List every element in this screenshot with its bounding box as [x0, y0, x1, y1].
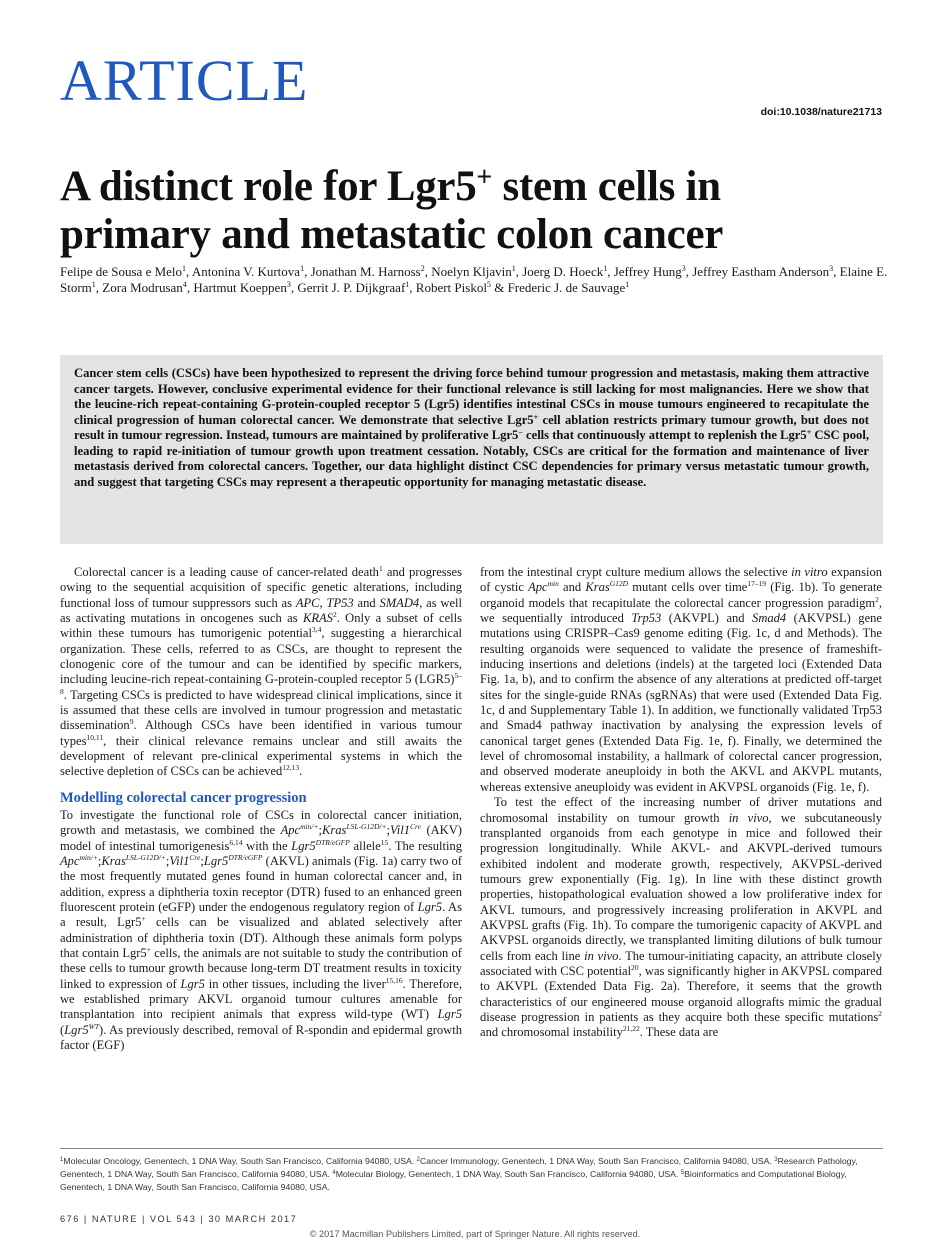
reference-marker: + [141, 914, 146, 924]
affiliation-number: 5 [680, 1170, 685, 1176]
affiliation-text: Cancer Immunology, Genentech, 1 DNA Way, South San Francisco, California 94080, USA. [420, 1156, 775, 1166]
text-run: ; [97, 853, 102, 868]
allele-superscript: DTR/eGFP [315, 837, 350, 847]
text-run: expansion of cystic [480, 565, 883, 595]
text-run: . Although CSCs have been identified in various tumour types [60, 718, 462, 748]
gene-name: in vitro [791, 565, 828, 579]
author-name: Jeffrey Eastham Anderson [692, 264, 830, 279]
reference-marker: + [146, 944, 151, 954]
affiliation-text: Molecular Oncology, Genentech, 1 DNA Way, South San Francisco, California 94080, USA. [63, 1156, 417, 1166]
text-run: with the [242, 838, 292, 853]
text-run: ( [60, 1022, 65, 1037]
allele-superscript: DTR/eGFP [228, 852, 263, 862]
text-run: . These data are [639, 1025, 719, 1040]
gene-name: Kras [585, 580, 610, 595]
title-line-1-start: A distinct role for Lgr5 [60, 163, 477, 210]
gene-name: SMAD4 [379, 595, 420, 610]
text-run: in other tissues, including the liver [204, 976, 386, 991]
author-name: Zora Modrusan [102, 280, 183, 295]
article-title [60, 163, 900, 259]
text-run: mutant cells over time [628, 580, 748, 595]
affiliation-number: 1 [60, 1157, 64, 1163]
text-run: . Therefore, we established primary AKVL organoid tumour cultures amenable for transplantation into recipient animals that express wild-type (WT) [60, 976, 462, 1022]
reference-marker: 9 [129, 717, 134, 727]
gene-name: Apc [280, 823, 301, 838]
text-run: . Only a subset of cells within these tumours has tumorigenic potential [60, 611, 462, 641]
reference-marker: 6,14 [229, 837, 243, 847]
intro-paragraph [60, 565, 462, 780]
text-run: , as well as activating mutations in oncogenes such as [60, 595, 463, 626]
body-column-right [480, 565, 882, 1041]
author-name: Frederic J. de Sauvage [507, 280, 626, 295]
gene-name: Vil1 [390, 823, 410, 838]
gene-name: Apc [60, 853, 80, 868]
body-column-left [60, 565, 462, 1053]
gene-name: in vivo, [728, 810, 772, 825]
affiliations-footnote [60, 1155, 883, 1194]
organoid-paragraph [480, 565, 882, 795]
text-run: cells, the animals are not suitable to study the contribution of these cells to tumour growth because long-term DT treatment results in toxicity linked to expression of [60, 945, 462, 991]
text-run: , was significantly higher in AKVPSL compared to AKVPL (Extended Data Fig. 2a). Therefore, it seems that the growth characteristics of our engineered mouse organoid allografts mimic the gradual disease progression in patients as they acquire both these specific mutations [480, 963, 882, 1024]
doi-label[interactable]: doi:10.1038/nature21713 [760, 106, 882, 118]
affiliation-number: 3 [774, 1157, 778, 1163]
author-affiliation-marker: 4 [182, 280, 187, 289]
reference-marker: 20 [631, 962, 639, 972]
text-run: (Fig. 1b). To generate organoid models that recapitulate the colorectal cancer progression paradigm [480, 580, 882, 610]
gene-name: Vil1 [169, 853, 190, 868]
author-name: Elaine E. Storm [60, 264, 888, 295]
allele-superscript: min/+ [300, 822, 319, 832]
author-name: Gerrit J. P. Dijkgraaf [297, 280, 406, 295]
author-name: Joerg D. Hoeck [522, 264, 604, 279]
text-run: (AKVL) animals (Fig. 1a) carry two of the most frequently mutated genes found in human colorectal cancer and, in addition, express a diphtheria toxin receptor (DTR) fused to an enhanced green fluorescent protein (eGFP) under the endogenous regulatory region of [60, 853, 462, 914]
author-name: Noelyn Kljavin [431, 264, 512, 279]
text-run: . As a result, Lgr5 [60, 899, 462, 930]
allele-superscript: min/+ [79, 852, 98, 862]
text-run: . The resulting [388, 838, 462, 853]
author-name: Hartmut Koeppen [193, 280, 287, 295]
journal-section-masthead: ARTICLE [60, 48, 309, 113]
text-run: and [353, 595, 380, 610]
gene-name: Smad4 [752, 611, 787, 626]
text-run: To investigate the functional role of CSCs in colorectal cancer initiation, growth and metastasis, we combined the [60, 807, 462, 838]
author-list: Felipe de Sousa e Melo$^1$, Antonina V. Kurtova$^1$, Jonathan M. Harnoss$^2$, Noelyn Kljavin$^1$, Joerg D. Hoeck$^1$, Jeffrey Hung$^3$, Jeffrey Eastham Anderson$^3$, Elaine E. Storm$^1$, Zora Modrusan$^4$, Hartmut Koeppen$^3$, Gerrit J. P. Dijkgraaf$^1$, Robert Piskol$^5$ & Frederic J. de Sauvage$^1$ [60, 264, 888, 295]
gene-name: Lgr5 [203, 853, 229, 868]
text-run: , we sequentially introduced [480, 595, 882, 626]
affiliation-text: Molecular Biology, Genentech, 1 DNA Way, South San Francisco, California 94080, USA. [335, 1169, 681, 1179]
author-name: Jeffrey Hung [613, 264, 682, 279]
gene-name: APC [295, 595, 320, 610]
affiliation-text: Research Pathology, Genentech, 1 DNA Way, South San Francisco, California 94080, USA. [60, 1156, 858, 1179]
text-run: cells can be visualized and ablated selectively after administration of diphtheria toxin (DT). Although these animals form polyps that contain Lgr5 [60, 915, 462, 960]
text-run: , their clinical relevance remains unclear and still awaits the development of relevant pre-clinical experimental systems in which the selective depletion of CSCs can be achieved [60, 733, 462, 779]
gene-name: Lgr5 [180, 976, 205, 991]
text-run: To test the effect of the increasing number of driver mutations and chromosomal instability on tumour growth [480, 795, 882, 825]
text-run: we subcutaneously transplanted organoids from each genotype in mice and followed their progression longitudinally. While AKVL- and AKVPL-derived tumours exhibited indolent and moderate growth, respectively, AKVPSL-derived tumours grew exponentially (Fig. 1g). In line with these distinct growth properties, histopathological evaluation showed a low proliferative index for AKVL tumours, and progressively increasing proliferation in AKVPL and AKVPSL grafts (Fig. 1h). To compare the tumorigenic capacity of AKVPL and AKVPSL organoids directly, we transplanted limiting dilutions of bulk tumour cells from each line [480, 810, 882, 963]
text-run: allele [349, 838, 381, 853]
gene-name: Kras [322, 823, 347, 838]
allele-superscript: LSL-G12D/+ [346, 822, 387, 832]
reference-marker: 15,16 [385, 975, 403, 985]
allele-superscript: Cre [410, 822, 421, 832]
text-run: ; [386, 823, 391, 838]
title-line-2: primary and metastatic colon cancer [60, 211, 724, 258]
abstract-text: Cancer stem cells (CSCs) have been hypothesized to represent the driving force behind tumour progression and metastasis, making them attractive cancer targets. However, conclusive experimental evidence for their functional relevance is still lacking for most malignancies. Here we show that the leucine-rich repeat-containing G-protein-coupled receptor 5 (Lgr5) identifies intestinal CSCs in mouse tumours engineered to recapitulate the clinical progression of human colorectal cancer. We demonstrate that selective Lgr5+ cell ablation restricts primary tumour growth, but does not result in tumour regression. Instead, tumours are maintained by proliferative Lgr5− cells that continuously attempt to replenish the Lgr5+ CSC pool, leading to rapid re-initiation of tumour growth upon treatment cessation. Notably, CSCs are critical for the formation and maintenance of liver metastasis derived from colorectal cancers. Together, our data highlight distinct CSC dependencies for primary versus metastatic tumour growth, and suggest that targeting CSCs may represent a therapeutic opportunity for managing metastatic disease. [74, 366, 869, 489]
text-run: (AKVPSL) gene mutations using CRISPR–Cas9 genome editing (Fig. 1c, d and Methods). The resulting organoids were sequenced to validate the presence of frameshift-inducing insertions and deletions (indels) at the targeted loci (Extended Data Fig. 1a, b), and to confirm the absence of any alterations at predicted off-target sites for the single-guide RNAs (sgRNAs) that were used (Extended Data Fig. 1c, d and Supplementary Table 1). In addition, we functionally validated Trp53 and Smad4 pathway inactivation by analysing the expression levels of canonical target genes (Extended Data Fig. 1e, f). Finally, we determined the level of chromosomal instability, a hallmark of colorectal cancer progression, and observed moderate aneuploidy in both the AKVL and AKVPL mutants, whereas extensive aneuploidy was evident in AKVPSL organoids (Fig. 1e, f). [480, 611, 882, 794]
author-affiliation-marker: 1 [625, 280, 630, 289]
reference-marker: 2 [332, 610, 337, 620]
tumour-growth-paragraph [480, 795, 882, 1041]
text-run: ; [318, 823, 323, 838]
text-run: , [319, 595, 327, 610]
reference-marker: 1 [378, 564, 383, 573]
text-run: . [299, 764, 303, 779]
text-run: (AKVPL) and [661, 611, 753, 626]
page-footer-info: 676 | NATURE | VOL 543 | 30 MARCH 2017 [60, 1214, 298, 1224]
reference-marker: 12,13 [282, 763, 300, 773]
gene-name: KRAS [302, 611, 333, 626]
reference-marker: 17–19 [747, 579, 767, 589]
reference-marker: 2 [875, 594, 879, 604]
reference-marker: 5–8 [60, 671, 462, 696]
author-name: Robert Piskol [415, 280, 487, 295]
author-name: Jonathan M. Harnoss [310, 264, 421, 279]
author-name: Felipe de Sousa e Melo [60, 264, 183, 279]
author-affiliation-marker: 2 [420, 264, 425, 273]
gene-name: Lgr5 [437, 1007, 462, 1022]
title-superscript: + [476, 162, 493, 193]
author-affiliation-marker: 1 [300, 264, 305, 273]
author-name: Antonina V. Kurtova [191, 264, 301, 279]
author-affiliation-marker: 1 [603, 264, 608, 273]
footnote-divider [60, 1148, 883, 1149]
author-affiliation-marker: 1 [405, 280, 410, 289]
author-affiliation-marker: 3 [286, 280, 291, 289]
author-affiliation-marker: 3 [829, 264, 834, 273]
gene-name: Lgr5 [64, 1022, 89, 1037]
gene-name: in vivo [584, 948, 619, 963]
gene-name: Lgr5 [417, 899, 443, 914]
reference-marker: 15 [380, 837, 389, 847]
author-affiliation-marker: 5 [486, 280, 491, 289]
section-heading: Modelling colorectal cancer progression [60, 789, 307, 806]
allele-superscript: LSL-G12D/+ [125, 852, 166, 862]
text-run: ; [200, 853, 204, 868]
reference-marker: 2 [878, 1008, 882, 1018]
text-run: ; [165, 853, 170, 868]
copyright-notice: © 2017 Macmillan Publishers Limited, part of Springer Nature. All rights reserved. [309, 1229, 641, 1239]
abstract-box [60, 355, 883, 544]
title-line-1-end: stem cells in [492, 163, 721, 210]
text-run: . The tumour-initiating capacity, an attribute closely associated with CSC potential [480, 948, 882, 978]
text-run: and [558, 580, 586, 595]
author-affiliation-marker: 3 [681, 264, 686, 273]
text-run: , suggesting a hierarchical organization. These cells, referred to as CSCs, are thought to represent the clonogenic core of the tumour and can be identified by specific markers, including leucine-rich repeat-containing G-protein-coupled receptor 5 (LGR5) [60, 626, 462, 687]
reference-marker: 10,11 [86, 732, 104, 742]
reference-marker: 3,4 [311, 625, 322, 635]
gene-name: Trp53 [631, 611, 662, 626]
affiliation-text: Bioinformatics and Computational Biology, Genentech, 1 DNA Way, South San Francisco, California 94080, USA. [60, 1169, 847, 1192]
author-affiliation-marker: 1 [511, 264, 516, 273]
allele-superscript: Cre [189, 852, 201, 862]
text-run: from the intestinal crypt culture medium allows the selective [480, 565, 792, 579]
text-run: and chromosomal instability [480, 1025, 623, 1040]
gene-name: Kras [101, 853, 126, 868]
text-run: and progresses owing to the sequential acquisition of specific genetic alterations, including functional loss of tumour suppressors such as [60, 565, 463, 610]
allele-superscript: min [547, 579, 559, 589]
allele-superscript: WT [88, 1021, 100, 1031]
modelling-paragraph [60, 808, 462, 1054]
author-affiliation-marker: 1 [91, 280, 96, 289]
affiliation-number: 2 [416, 1157, 420, 1163]
gene-name: TP53 [326, 595, 354, 610]
gene-name: Lgr5 [291, 838, 316, 853]
text-run: ). As previously described, removal of R-spondin and epidermal growth factor (EGF) [60, 1022, 462, 1052]
author-affiliation-marker: 1 [182, 264, 187, 273]
gene-name: Apc [528, 580, 548, 595]
affiliation-number: 4 [332, 1170, 336, 1176]
reference-marker: 21,22 [622, 1024, 640, 1034]
text-run: Colorectal cancer is a leading cause of cancer-related death [74, 565, 379, 579]
text-run: (AKV) model of intestinal tumorigenesis [60, 823, 462, 853]
allele-superscript: G12D [609, 579, 629, 589]
text-run: . Targeting CSCs is predicted to have widespread clinical implications, since it is assumed that these cells are involved in tumour progression and metastatic dissemination [60, 687, 462, 733]
